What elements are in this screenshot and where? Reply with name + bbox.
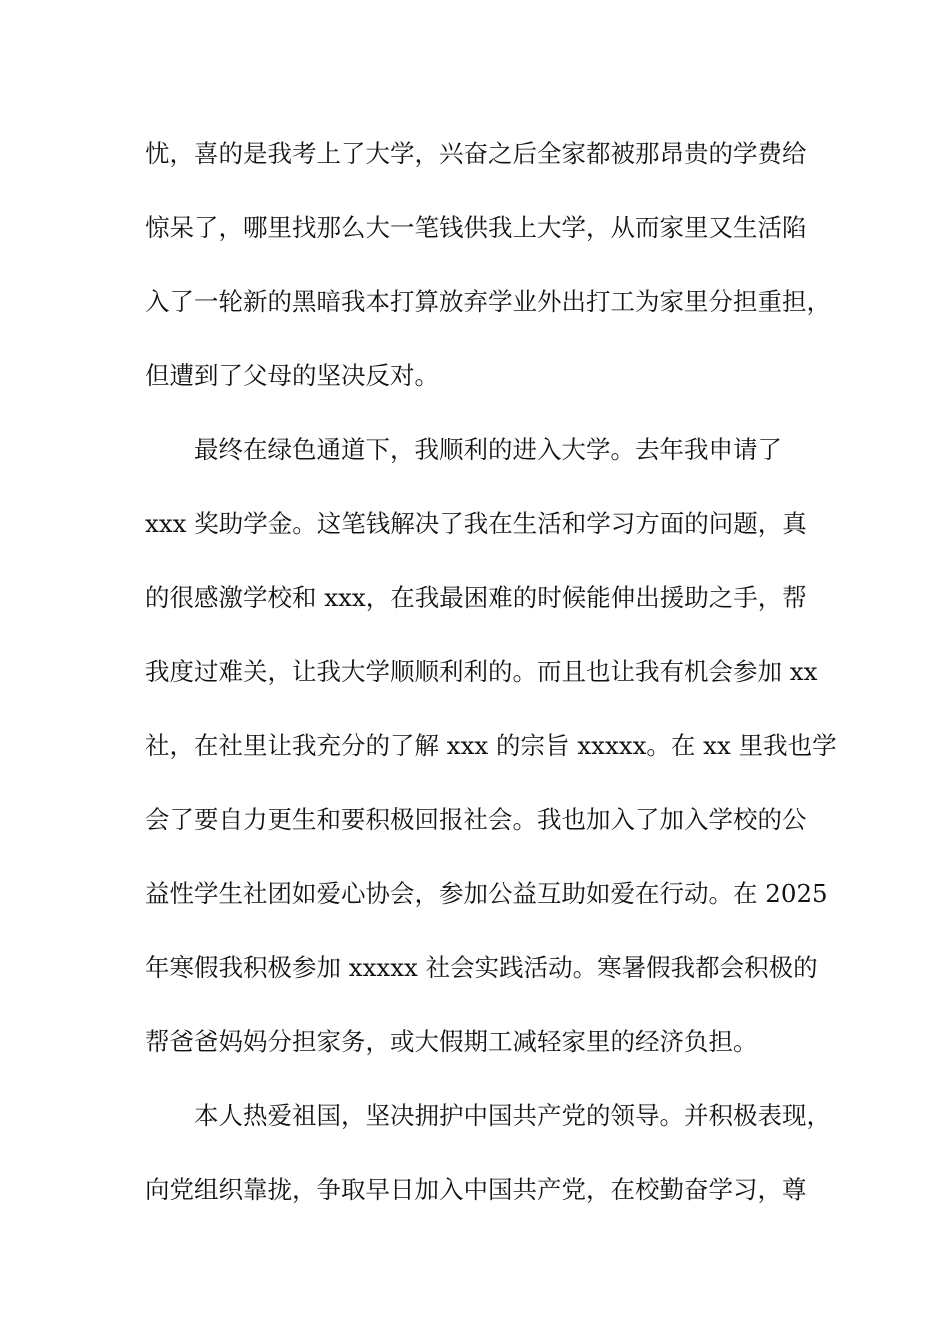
text-line: 帮爸爸妈妈分担家务，或大假期工减轻家里的经济负担。 [145, 1027, 758, 1056]
text-line: 益性学生社团如爱心协会，参加公益互助如爱在行动。在 2025 [145, 879, 828, 908]
text-line: 社，在社里让我充分的了解 xxx 的宗旨 xxxxx。在 xx 里我也学 [145, 731, 837, 760]
text-line: 向党组织靠拢，争取早日加入中国共产党，在校勤奋学习，尊 [145, 1175, 807, 1204]
body-text [145, 117, 835, 1227]
text-line: 的很感激学校和 xxx，在我最困难的时候能伸出援助之手，帮 [145, 583, 807, 612]
paragraph-first-line: 最终在绿色通道下，我顺利的进入大学。去年我申请了 [194, 435, 782, 464]
paragraph-first-line: 本人热爱祖国，坚决拥护中国共产党的领导。并积极表现， [194, 1101, 831, 1130]
text-line: 入了一轮新的黑暗我本打算放弃学业外出打工为家里分担重担， [145, 287, 831, 316]
text-line: 我度过难关，让我大学顺顺利利的。而且也让我有机会参加 xx [145, 657, 818, 686]
text-line: 忧，喜的是我考上了大学，兴奋之后全家都被那昂贵的学费给 [145, 139, 807, 168]
text-line: 会了要自力更生和要积极回报社会。我也加入了加入学校的公 [145, 805, 807, 834]
text-line: 但遭到了父母的坚决反对。 [145, 361, 439, 390]
text-line: xxx 奖助学金。这笔钱解决了我在生活和学习方面的问题，真 [145, 509, 807, 538]
text-line: 惊呆了，哪里找那么大一笔钱供我上大学，从而家里又生活陷 [145, 213, 807, 242]
text-line: 年寒假我积极参加 xxxxx 社会实践活动。寒暑假我都会积极的 [145, 953, 818, 982]
